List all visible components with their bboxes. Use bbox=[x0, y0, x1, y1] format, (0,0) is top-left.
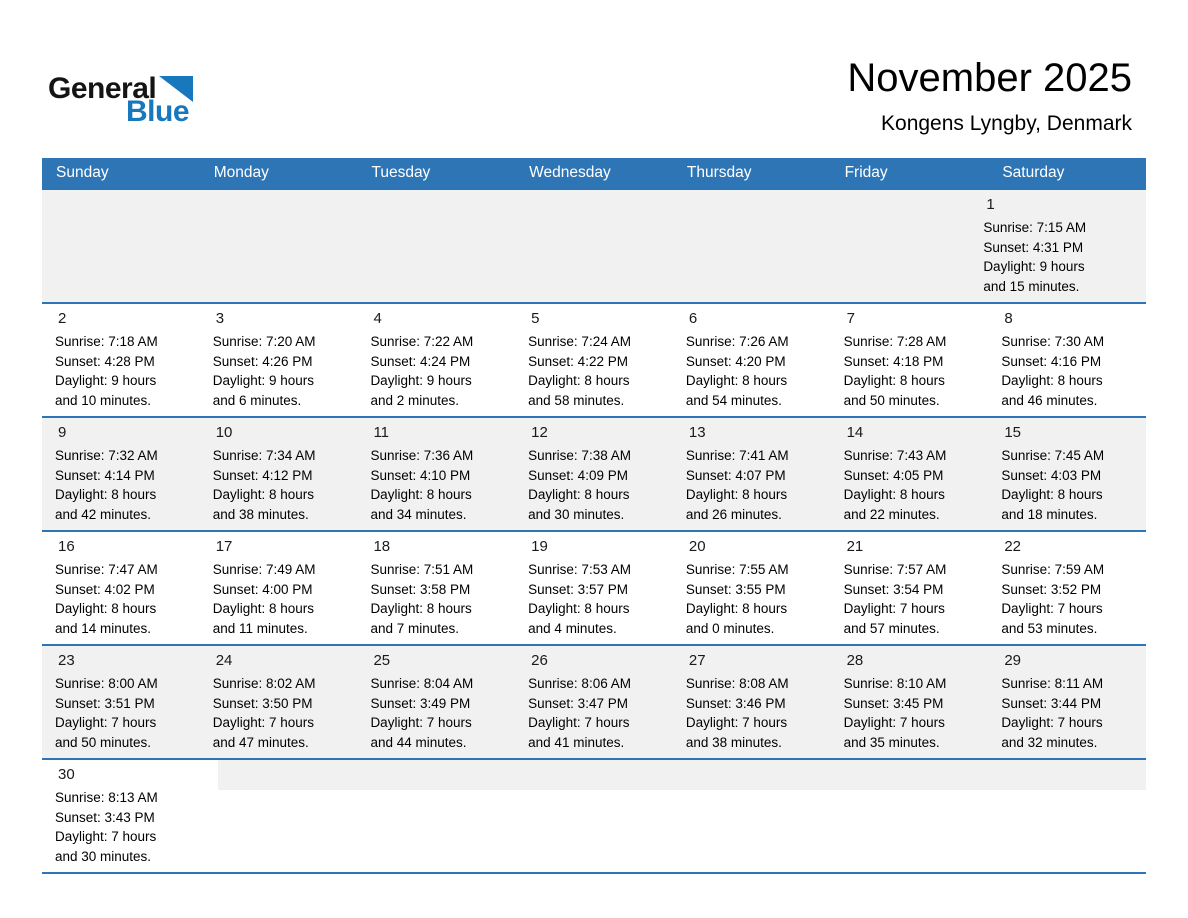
sunset-text: Sunset: 3:50 PM bbox=[212, 695, 313, 711]
calendar bbox=[42, 158, 1146, 874]
sunset-text: Sunset: 4:20 PM bbox=[685, 353, 786, 369]
day-number: 26 bbox=[531, 652, 548, 669]
daylight-text-line1: Daylight: 8 hours bbox=[843, 373, 945, 388]
empty-cell bbox=[991, 760, 1146, 790]
day-number: 12 bbox=[531, 424, 548, 441]
daylight-text-line2: and 38 minutes. bbox=[685, 734, 782, 750]
daylight-text-line2: and 0 minutes. bbox=[685, 620, 775, 636]
sunrise-text: Sunrise: 8:00 AM bbox=[55, 676, 158, 691]
daylight-text-line1: Daylight: 9 hours bbox=[55, 373, 157, 388]
empty-cell bbox=[661, 190, 816, 220]
calendar-grid bbox=[42, 188, 1146, 874]
sunset-text: Sunset: 4:26 PM bbox=[212, 353, 313, 369]
day-number: 8 bbox=[1004, 310, 1013, 327]
sunrise-text: Sunrise: 8:08 AM bbox=[685, 676, 789, 691]
day-cell-4 bbox=[357, 304, 515, 416]
daylight-text-line2: and 26 minutes. bbox=[685, 506, 782, 522]
sunrise-text: Sunrise: 7:49 AM bbox=[212, 562, 316, 577]
daylight-text-line2: and 22 minutes. bbox=[843, 506, 940, 522]
empty-cell bbox=[42, 190, 197, 220]
daylight-text-line1: Daylight: 7 hours bbox=[55, 829, 157, 844]
empty-cell bbox=[837, 760, 992, 790]
weekday-header-tuesday: Tuesday bbox=[371, 164, 431, 181]
daylight-text-line2: and 35 minutes. bbox=[843, 734, 940, 750]
day-cell-7 bbox=[831, 304, 989, 416]
sunset-text: Sunset: 3:51 PM bbox=[55, 695, 155, 711]
sunrise-text: Sunrise: 7:53 AM bbox=[528, 562, 631, 577]
empty-cell bbox=[218, 760, 373, 790]
day-cell-24 bbox=[200, 646, 358, 758]
day-number: 10 bbox=[215, 424, 233, 441]
day-number: 4 bbox=[373, 310, 382, 327]
daylight-text-line2: and 6 minutes. bbox=[212, 392, 302, 408]
day-cell-28 bbox=[831, 646, 989, 758]
daylight-text-line1: Daylight: 7 hours bbox=[370, 715, 472, 730]
sunset-text: Sunset: 4:09 PM bbox=[528, 467, 628, 483]
daylight-text-line1: Daylight: 8 hours bbox=[685, 373, 788, 388]
day-cell-18 bbox=[357, 532, 515, 644]
sunset-text: Sunset: 4:05 PM bbox=[843, 467, 944, 483]
sunset-text: Sunset: 3:55 PM bbox=[685, 581, 786, 597]
daylight-text-line1: Daylight: 9 hours bbox=[370, 373, 472, 388]
sunset-text: Sunset: 4:28 PM bbox=[55, 353, 155, 369]
daylight-text-line2: and 11 minutes. bbox=[212, 620, 308, 636]
sunset-text: Sunset: 3:58 PM bbox=[370, 581, 471, 597]
general-blue-logo bbox=[48, 74, 193, 127]
weekday-header-thursday: Thursday bbox=[686, 164, 752, 181]
daylight-text-line2: and 42 minutes. bbox=[55, 506, 152, 522]
weekday-header-friday: Friday bbox=[844, 164, 888, 181]
daylight-text-line1: Daylight: 7 hours bbox=[55, 715, 157, 730]
page-subtitle: Kongens Lyngby, Denmark bbox=[881, 112, 1132, 135]
day-number: 7 bbox=[846, 310, 855, 327]
daylight-text-line1: Daylight: 7 hours bbox=[528, 715, 630, 730]
sunset-text: Sunset: 3:45 PM bbox=[843, 695, 944, 711]
sunset-text: Sunset: 4:14 PM bbox=[55, 467, 155, 483]
daylight-text-line2: and 34 minutes. bbox=[370, 506, 467, 522]
empty-cell bbox=[372, 760, 527, 790]
sunrise-text: Sunrise: 7:18 AM bbox=[55, 334, 158, 349]
day-number: 21 bbox=[846, 538, 864, 555]
daylight-text-line2: and 54 minutes. bbox=[685, 392, 782, 408]
day-cell-6 bbox=[673, 304, 831, 416]
sunrise-text: Sunrise: 8:10 AM bbox=[843, 676, 947, 691]
daylight-text-line2: and 32 minutes. bbox=[1001, 734, 1098, 750]
day-number: 9 bbox=[58, 424, 67, 441]
daylight-text-line2: and 18 minutes. bbox=[1001, 506, 1098, 522]
daylight-text-line2: and 41 minutes. bbox=[528, 734, 625, 750]
daylight-text-line2: and 58 minutes. bbox=[528, 392, 625, 408]
sunrise-text: Sunrise: 7:36 AM bbox=[370, 448, 474, 463]
title-block bbox=[847, 56, 1132, 136]
sunrise-text: Sunrise: 8:06 AM bbox=[528, 676, 631, 691]
sunset-text: Sunset: 3:46 PM bbox=[685, 695, 786, 711]
daylight-text-line2: and 57 minutes. bbox=[843, 620, 940, 636]
day-cell-19 bbox=[515, 532, 673, 644]
day-number: 25 bbox=[373, 652, 391, 669]
daylight-text-line2: and 30 minutes. bbox=[528, 506, 625, 522]
day-number: 29 bbox=[1004, 652, 1021, 669]
sunrise-text: Sunrise: 7:32 AM bbox=[55, 448, 158, 463]
sunset-text: Sunset: 4:18 PM bbox=[843, 353, 944, 369]
sunrise-text: Sunrise: 8:13 AM bbox=[55, 790, 158, 805]
day-cell-5 bbox=[515, 304, 673, 416]
sunrise-text: Sunrise: 7:38 AM bbox=[528, 448, 631, 463]
week-row-4 bbox=[42, 530, 1146, 644]
daylight-text-line2: and 38 minutes. bbox=[212, 506, 309, 522]
daylight-text-line1: Daylight: 7 hours bbox=[843, 715, 945, 730]
daylight-text-line1: Daylight: 8 hours bbox=[843, 487, 945, 502]
day-cell-1 bbox=[970, 190, 1146, 302]
day-number: 3 bbox=[215, 310, 225, 327]
day-number: 11 bbox=[373, 424, 390, 441]
sunset-text: Sunset: 3:44 PM bbox=[1001, 695, 1102, 711]
sunset-text: Sunset: 3:47 PM bbox=[528, 695, 628, 711]
day-cell-17 bbox=[200, 532, 358, 644]
day-cell-12 bbox=[515, 418, 673, 530]
weekday-header-wednesday: Wednesday bbox=[529, 164, 611, 181]
sunset-text: Sunset: 4:00 PM bbox=[212, 581, 313, 597]
day-number: 19 bbox=[531, 538, 548, 555]
empty-cell bbox=[682, 760, 837, 790]
sunrise-text: Sunrise: 7:20 AM bbox=[212, 334, 316, 349]
sunrise-text: Sunrise: 7:24 AM bbox=[528, 334, 631, 349]
daylight-text-line2: and 30 minutes. bbox=[55, 848, 152, 864]
day-number: 13 bbox=[688, 424, 706, 441]
day-cell-11 bbox=[357, 418, 515, 530]
logo-text-general: General bbox=[48, 72, 157, 105]
daylight-text-line1: Daylight: 8 hours bbox=[528, 373, 630, 388]
sunrise-text: Sunrise: 7:26 AM bbox=[685, 334, 789, 349]
daylight-text-line2: and 14 minutes. bbox=[55, 620, 152, 636]
day-number: 14 bbox=[846, 424, 864, 441]
sunset-text: Sunset: 3:43 PM bbox=[55, 809, 155, 825]
sunset-text: Sunset: 3:54 PM bbox=[843, 581, 944, 597]
day-cell-15 bbox=[988, 418, 1146, 530]
sunrise-text: Sunrise: 7:55 AM bbox=[685, 562, 789, 577]
sunrise-text: Sunrise: 7:45 AM bbox=[1001, 448, 1105, 463]
day-number: 17 bbox=[215, 538, 233, 555]
week-row-2 bbox=[42, 302, 1146, 416]
sunrise-text: Sunrise: 7:51 AM bbox=[370, 562, 474, 577]
day-cell-13 bbox=[673, 418, 831, 530]
day-number: 16 bbox=[58, 538, 75, 555]
daylight-text-line2: and 46 minutes. bbox=[1001, 392, 1098, 408]
sunset-text: Sunset: 3:57 PM bbox=[528, 581, 628, 597]
sunrise-text: Sunrise: 7:30 AM bbox=[1001, 334, 1105, 349]
day-cell-9 bbox=[42, 418, 200, 530]
page-title: November 2025 bbox=[847, 56, 1132, 100]
empty-cell bbox=[816, 190, 971, 220]
sunrise-text: Sunrise: 7:15 AM bbox=[983, 220, 1087, 235]
sunset-text: Sunset: 4:16 PM bbox=[1001, 353, 1102, 369]
daylight-text-line1: Daylight: 7 hours bbox=[212, 715, 315, 730]
sunrise-text: Sunrise: 7:43 AM bbox=[843, 448, 947, 463]
day-number: 5 bbox=[531, 310, 540, 327]
daylight-text-line1: Daylight: 8 hours bbox=[370, 487, 472, 502]
day-cell-27 bbox=[673, 646, 831, 758]
day-cell-2 bbox=[42, 304, 200, 416]
daylight-text-line1: Daylight: 8 hours bbox=[55, 487, 157, 502]
weekday-header-saturday: Saturday bbox=[1002, 164, 1065, 181]
week-row-1 bbox=[42, 188, 1146, 302]
sunrise-text: Sunrise: 8:04 AM bbox=[370, 676, 474, 691]
day-number: 1 bbox=[986, 196, 995, 213]
week-row-5 bbox=[42, 644, 1146, 758]
page-header bbox=[0, 0, 1188, 158]
day-cell-14 bbox=[831, 418, 989, 530]
day-number: 2 bbox=[58, 310, 67, 327]
daylight-text-line1: Daylight: 8 hours bbox=[212, 487, 315, 502]
day-cell-22 bbox=[988, 532, 1146, 644]
daylight-text-line1: Daylight: 8 hours bbox=[370, 601, 472, 616]
empty-cell bbox=[351, 190, 506, 220]
day-cell-23 bbox=[42, 646, 200, 758]
daylight-text-line1: Daylight: 7 hours bbox=[1001, 715, 1103, 730]
day-number: 22 bbox=[1004, 538, 1021, 555]
sunrise-text: Sunrise: 7:41 AM bbox=[685, 448, 789, 463]
sunrise-text: Sunrise: 7:59 AM bbox=[1001, 562, 1105, 577]
sunset-text: Sunset: 4:10 PM bbox=[370, 467, 471, 483]
week-row-3 bbox=[42, 416, 1146, 530]
logo-text-blue: Blue bbox=[126, 95, 190, 128]
sunset-text: Sunset: 4:31 PM bbox=[983, 239, 1084, 255]
day-cell-10 bbox=[200, 418, 358, 530]
weekday-header-row bbox=[42, 158, 1146, 188]
daylight-text-line1: Daylight: 8 hours bbox=[212, 601, 315, 616]
day-number: 20 bbox=[688, 538, 706, 555]
sunrise-text: Sunrise: 7:57 AM bbox=[843, 562, 947, 577]
sunrise-text: Sunrise: 8:02 AM bbox=[212, 676, 316, 691]
day-number: 6 bbox=[688, 310, 698, 327]
sunset-text: Sunset: 4:12 PM bbox=[212, 467, 313, 483]
daylight-text-line2: and 2 minutes. bbox=[370, 392, 459, 408]
sunrise-text: Sunrise: 7:22 AM bbox=[370, 334, 474, 349]
day-cell-20 bbox=[673, 532, 831, 644]
day-number: 23 bbox=[58, 652, 75, 669]
sunrise-text: Sunrise: 7:47 AM bbox=[55, 562, 158, 577]
day-number: 18 bbox=[373, 538, 391, 555]
daylight-text-line1: Daylight: 8 hours bbox=[1001, 487, 1103, 502]
daylight-text-line2: and 50 minutes. bbox=[55, 734, 152, 750]
daylight-text-line2: and 53 minutes. bbox=[1001, 620, 1098, 636]
daylight-text-line1: Daylight: 8 hours bbox=[685, 487, 788, 502]
daylight-text-line1: Daylight: 8 hours bbox=[528, 487, 630, 502]
daylight-text-line1: Daylight: 9 hours bbox=[983, 259, 1085, 274]
week-row-6 bbox=[42, 758, 1146, 874]
sunset-text: Sunset: 4:02 PM bbox=[55, 581, 155, 597]
sunrise-text: Sunrise: 7:34 AM bbox=[212, 448, 316, 463]
sunset-text: Sunset: 4:22 PM bbox=[528, 353, 628, 369]
daylight-text-line1: Daylight: 8 hours bbox=[1001, 373, 1103, 388]
daylight-text-line1: Daylight: 7 hours bbox=[685, 715, 788, 730]
day-cell-26 bbox=[515, 646, 673, 758]
day-number: 15 bbox=[1004, 424, 1021, 441]
sunset-text: Sunset: 4:24 PM bbox=[370, 353, 471, 369]
empty-cell bbox=[506, 190, 661, 220]
daylight-text-line1: Daylight: 8 hours bbox=[685, 601, 788, 616]
empty-cell bbox=[527, 760, 682, 790]
daylight-text-line2: and 7 minutes. bbox=[370, 620, 459, 636]
daylight-text-line2: and 15 minutes. bbox=[983, 278, 1080, 294]
day-cell-29 bbox=[988, 646, 1146, 758]
sunset-text: Sunset: 4:07 PM bbox=[685, 467, 786, 483]
day-cell-3 bbox=[200, 304, 358, 416]
day-number: 28 bbox=[846, 652, 864, 669]
weekday-header-monday: Monday bbox=[213, 164, 269, 181]
day-number: 27 bbox=[688, 652, 706, 669]
weekday-header-sunday: Sunday bbox=[56, 164, 109, 181]
day-cell-21 bbox=[831, 532, 989, 644]
daylight-text-line1: Daylight: 7 hours bbox=[843, 601, 945, 616]
sunset-text: Sunset: 3:49 PM bbox=[370, 695, 471, 711]
daylight-text-line2: and 10 minutes. bbox=[55, 392, 152, 408]
sunrise-text: Sunrise: 8:11 AM bbox=[1001, 676, 1104, 691]
daylight-text-line2: and 4 minutes. bbox=[528, 620, 617, 636]
sunrise-text: Sunrise: 7:28 AM bbox=[843, 334, 947, 349]
daylight-text-line2: and 50 minutes. bbox=[843, 392, 940, 408]
day-number: 24 bbox=[215, 652, 233, 669]
day-cell-8 bbox=[988, 304, 1146, 416]
daylight-text-line2: and 44 minutes. bbox=[370, 734, 467, 750]
day-cell-25 bbox=[357, 646, 515, 758]
sunset-text: Sunset: 3:52 PM bbox=[1001, 581, 1102, 597]
daylight-text-line1: Daylight: 8 hours bbox=[55, 601, 157, 616]
daylight-text-line2: and 47 minutes. bbox=[212, 734, 309, 750]
daylight-text-line1: Daylight: 9 hours bbox=[212, 373, 315, 388]
day-number: 30 bbox=[58, 766, 75, 783]
sunset-text: Sunset: 4:03 PM bbox=[1001, 467, 1102, 483]
day-cell-30 bbox=[42, 760, 218, 872]
daylight-text-line1: Daylight: 8 hours bbox=[528, 601, 630, 616]
daylight-text-line1: Daylight: 7 hours bbox=[1001, 601, 1103, 616]
day-cell-16 bbox=[42, 532, 200, 644]
empty-cell bbox=[197, 190, 352, 220]
